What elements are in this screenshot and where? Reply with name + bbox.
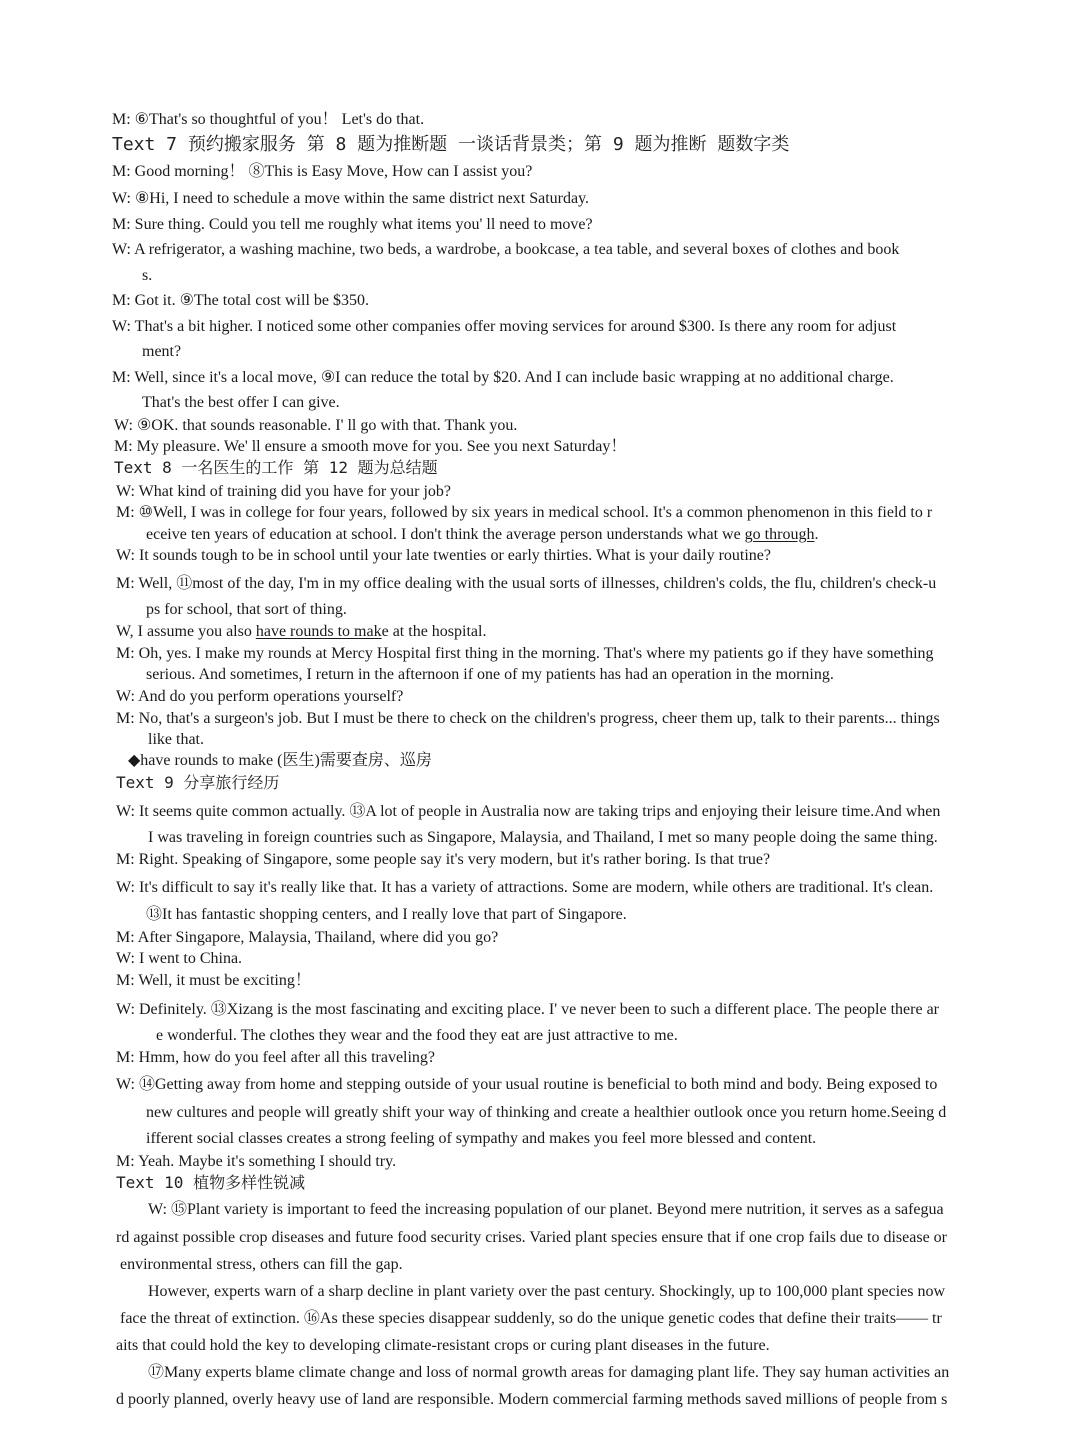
dialogue-line: M: Oh, yes. I make my rounds at Mercy Hospital first thing in the morning. That's where my patients go if they have something <box>116 645 934 662</box>
paragraph-line: ⑰Many experts blame climate change and loss of normal growth areas for damaging plant life. They say human activities an <box>148 1364 950 1381</box>
dialogue-line: M: My pleasure. We' ll ensure a smooth move for you. See you next Saturday！ <box>114 438 627 455</box>
dialogue-line: W: ⑭Getting away from home and stepping outside of your usual routine is beneficial to both mind and body. Being exposed to <box>116 1076 938 1093</box>
paragraph-line: W: ⑮Plant variety is important to feed the increasing population of our planet. Beyond mere nutrition, it serves as a safegua <box>148 1201 944 1218</box>
dialogue-line: W: What kind of training did you have for your job? <box>116 483 452 500</box>
dialogue-line: M: No, that's a surgeon's job. But I must be there to check on the children's progress, cheer them up, talk to their parents... things <box>116 710 940 727</box>
dialogue-line: W: ⑨OK. that sounds reasonable. I' ll go with that. Thank you. <box>114 417 518 434</box>
dialogue-line: W: ⑧Hi, I need to schedule a move within the same district next Saturday. <box>112 190 590 207</box>
dialogue-line: W: It sounds tough to be in school until your late twenties or early thirties. What is your daily routine? <box>116 547 771 564</box>
dialogue-continuation: ment? <box>142 343 182 360</box>
dialogue-continuation: ifferent social classes creates a strong feeling of sympathy and makes you feel more blessed and content. <box>146 1130 817 1147</box>
dialogue-line: M: After Singapore, Malaysia, Thailand, where did you go? <box>116 929 499 946</box>
dialogue-line: M: Well, it must be exciting！ <box>116 972 311 989</box>
text-run: e at the hospital. <box>381 623 487 640</box>
dialogue-line <box>116 622 970 642</box>
text-run: eceive ten years of education at school. I don't think the average person understands what we <box>146 526 745 543</box>
dialogue-line: M: Good morning！ ⑧This is Easy Move, How can I assist you? <box>112 163 533 180</box>
dialogue-continuation: I was traveling in foreign countries such as Singapore, Malaysia, and Thailand, I met so many people doing the same thing. <box>148 829 938 846</box>
dialogue-line: W: A refrigerator, a washing machine, two beds, a wardrobe, a bookcase, a tea table, and several boxes of clothes and book <box>112 241 900 258</box>
dialogue-line: M: Well, ⑪most of the day, I'm in my office dealing with the usual sorts of illnesses, children's colds, the flu, children's check-u <box>116 575 937 592</box>
dialogue-continuation: ⑬It has fantastic shopping centers, and I really love that part of Singapore. <box>146 906 627 923</box>
paragraph-line: aits that could hold the key to developing climate-resistant crops or curing plant diseases in the future. <box>116 1337 770 1354</box>
dialogue-continuation <box>146 525 970 545</box>
dialogue-line: W: Definitely. ⑬Xizang is the most fascinating and exciting place. I' ve never been to such a different place. The people there ar <box>116 1001 940 1018</box>
dialogue-line: M: Got it. ⑨The total cost will be $350. <box>112 292 369 309</box>
text-run: . <box>814 526 819 543</box>
paragraph-line: d poorly planned, overly heavy use of land are responsible. Modern commercial farming methods saved millions of people from s <box>116 1391 948 1408</box>
paragraph-line: environmental stress, others can fill the gap. <box>120 1256 403 1273</box>
dialogue-continuation: serious. And sometimes, I return in the afternoon if one of my patients has had an operation in the morning. <box>146 666 834 683</box>
dialogue-line: W: That's a bit higher. I noticed some other companies offer moving services for around $300. Is there any room for adjust <box>112 318 897 335</box>
dialogue-continuation: ps for school, that sort of thing. <box>146 601 347 618</box>
text-run: W, I assume you also <box>116 623 256 640</box>
dialogue-line: M: Sure thing. Could you tell me roughly what items you' ll need to move? <box>112 216 593 233</box>
dialogue-continuation: new cultures and people will greatly shift your way of thinking and create a healthier outlook once you return home.Seeing d <box>146 1104 947 1121</box>
paragraph-line: However, experts warn of a sharp decline in plant variety over the past century. Shockingly, up to 100,000 plant species now <box>148 1283 946 1300</box>
paragraph-line: face the threat of extinction. ⑯As these species disappear suddenly, so do the unique genetic codes that define their traits—— tr <box>120 1310 942 1327</box>
dialogue-continuation: s. <box>142 267 153 284</box>
dialogue-line: W: It seems quite common actually. ⑬A lot of people in Australia now are taking trips and enjoying their leisure time.And when <box>116 803 941 820</box>
dialogue-line: M: Hmm, how do you feel after all this traveling? <box>116 1049 436 1066</box>
dialogue-line: W: And do you perform operations yourself? <box>116 688 404 705</box>
section-heading: Text 8 一名医生的工作 第 12 题为总结题 <box>114 458 438 477</box>
dialogue-line: M: ⑥That's so thoughtful of you！ Let's do that. <box>112 111 425 128</box>
underlined-phrase: have rounds to mak <box>255 623 382 640</box>
dialogue-continuation: like that. <box>148 731 204 748</box>
dialogue-line: W: It's difficult to say it's really like that. It has a variety of attractions. Some are modern, while others are traditional. It's clean. <box>116 879 934 896</box>
section-heading: Text 10 植物多样性锐减 <box>116 1173 306 1192</box>
dialogue-line: M: Yeah. Maybe it's something I should try. <box>116 1153 397 1170</box>
vocabulary-note: ◆have rounds to make (医生)需要查房、巡房 <box>128 752 432 769</box>
dialogue-line: M: ⑩Well, I was in college for four years, followed by six years in medical school. It's a common phenomenon in this field to r <box>116 504 933 521</box>
dialogue-line: M: Well, since it's a local move, ⑨I can reduce the total by $20. And I can include basic wrapping at no additional charge. <box>112 369 894 386</box>
dialogue-continuation: That's the best offer I can give. <box>142 394 340 411</box>
section-heading: Text 9 分享旅行经历 <box>116 773 280 792</box>
section-heading: Text 7 预约搬家服务 第 8 题为推断题 一谈话背景类；第 9 题为推断 题数字类 <box>112 134 790 155</box>
paragraph-line: rd against possible crop diseases and future food security crises. Varied plant species ensure that if one crop fails due to disease or <box>116 1229 948 1246</box>
underlined-phrase: go through <box>744 526 815 543</box>
dialogue-line: M: Right. Speaking of Singapore, some people say it's very modern, but it's rather boring. Is that true? <box>116 851 771 868</box>
dialogue-line: W: I went to China. <box>116 950 243 967</box>
dialogue-continuation: e wonderful. The clothes they wear and the food they eat are just attractive to me. <box>156 1027 678 1044</box>
